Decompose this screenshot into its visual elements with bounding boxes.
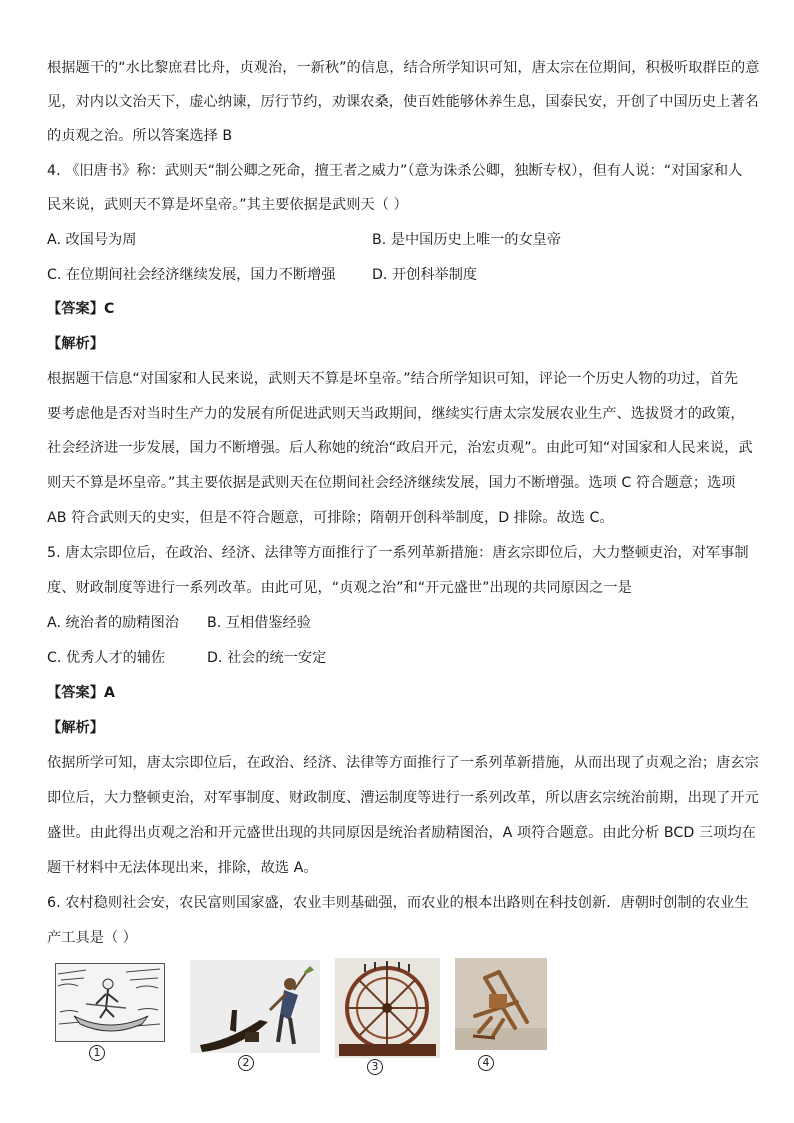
- q6-stem-line-2: 产工具是（ ）: [47, 930, 137, 946]
- q3-explanation-line-2: 见，对内以文治天下，虚心纳谏，厉行节约，劝课农桑，使百姓能够休养生息，国泰民安，开创了中国历史上著名: [47, 94, 759, 110]
- q5-stem-line-2: 度、财政制度等进行一系列改革。由此可见，“贞观之治”和“开元盛世”出现的共同原因之一是: [47, 580, 632, 596]
- figure-1-woodcut-image: [55, 963, 165, 1042]
- curved-plough-icon: [190, 960, 320, 1053]
- q4-answer: 【答案】C: [47, 301, 115, 317]
- q5-option-a: A. 统治者的励精图治: [47, 615, 179, 631]
- figure-4-wooden-tool-image: [455, 958, 547, 1050]
- q5-explanation-line-1: 依据所学可知，唐太宗即位后，在政治、经济、法律等方面推行了一系列革新措施，从而出现了贞观之治；唐玄宗: [47, 755, 759, 771]
- q5-explanation-line-2: 即位后，大力整顿吏治，对军事制度、财政制度、漕运制度等进行一系列改革，所以唐玄宗统治前期，出现了开元: [47, 790, 759, 806]
- figure-2-plough-image: [190, 960, 320, 1053]
- q5-answer: 【答案】A: [47, 685, 115, 701]
- wooden-seeder-icon: [455, 958, 547, 1050]
- q5-option-b: B. 互相借鉴经验: [207, 615, 311, 631]
- q4-explanation-line-3: 社会经济进一步发展，国力不断增强。后人称她的统治“政启开元，治宏贞观”。由此可知“对国家和人民来说，武: [47, 440, 753, 456]
- q4-stem-line-1: 4. 《旧唐书》称：武则天“制公卿之死命，擅王者之威力”（意为诛杀公卿，独断专权），但有人说：“对国家和人: [47, 163, 743, 179]
- q6-stem-line-1: 6. 农村稳则社会安，农民富则国家盛，农业丰则基础强，而农业的根本出路则在科技创新．唐朝时创制的农业生: [47, 895, 749, 911]
- water-wheel-icon: [335, 958, 440, 1058]
- q4-option-a: A. 改国号为周: [47, 232, 137, 248]
- q5-explanation-line-3: 盛世。由此得出贞观之治和开元盛世出现的共同原因是统治者励精图治，A 项符合题意。由此分析 BCD 三项均在: [47, 825, 756, 841]
- q5-analysis-heading: 【解析】: [47, 720, 104, 736]
- figure-2-label: 2: [238, 1055, 254, 1071]
- figure-4-label: 4: [478, 1055, 494, 1071]
- q4-option-c: C. 在位期间社会经济继续发展，国力不断增强: [47, 267, 336, 283]
- q5-option-c: C. 优秀人才的辅佐: [47, 650, 166, 666]
- q3-explanation-line-1: 根据题干的“水比黎庶君比舟，贞观治，一新秋”的信息，结合所学知识可知，唐太宗在位期间，积极听取群臣的意: [47, 60, 760, 76]
- q4-explanation-line-1: 根据题干信息“对国家和人民来说，武则天不算是坏皇帝。”结合所学知识可知，评论一个历史人物的功过，首先: [47, 371, 739, 387]
- q4-stem-line-2: 民来说，武则天不算是坏皇帝。”其主要依据是武则天（ ）: [47, 197, 408, 213]
- figure-3-label: 3: [367, 1059, 383, 1075]
- q5-explanation-line-4: 题干材料中无法体现出来，排除，故选 A。: [47, 860, 318, 876]
- q4-analysis-heading: 【解析】: [47, 336, 104, 352]
- q4-explanation-line-5: AB 符合武则天的史实，但是不符合题意，可排除；隋朝开创科举制度，D 排除。故选 C。: [47, 510, 614, 526]
- figure-1-label: 1: [89, 1045, 105, 1061]
- q5-option-d: D. 社会的统一安定: [207, 650, 327, 666]
- woodcut-sketch-icon: [56, 964, 164, 1041]
- q3-explanation-line-3: 的贞观之治。所以答案选择 B: [47, 128, 233, 144]
- q5-stem-line-1: 5. 唐太宗即位后，在政治、经济、法律等方面推行了一系列革新措施：唐玄宗即位后，大力整顿吏治，对军事制: [47, 545, 749, 561]
- q4-option-b: B. 是中国历史上唯一的女皇帝: [372, 232, 562, 248]
- q4-option-d: D. 开创科举制度: [372, 267, 478, 283]
- q4-explanation-line-2: 要考虑他是否对当时生产力的发展有所促进武则天当政期间，继续实行唐太宗发展农业生产、选拔贤才的政策，: [47, 406, 745, 422]
- q4-explanation-line-4: 则天不算是坏皇帝。”其主要依据是武则天在位期间社会经济继续发展，国力不断增强。选项 C 符合题意；选项: [47, 475, 736, 491]
- figure-3-waterwheel-image: [335, 958, 440, 1058]
